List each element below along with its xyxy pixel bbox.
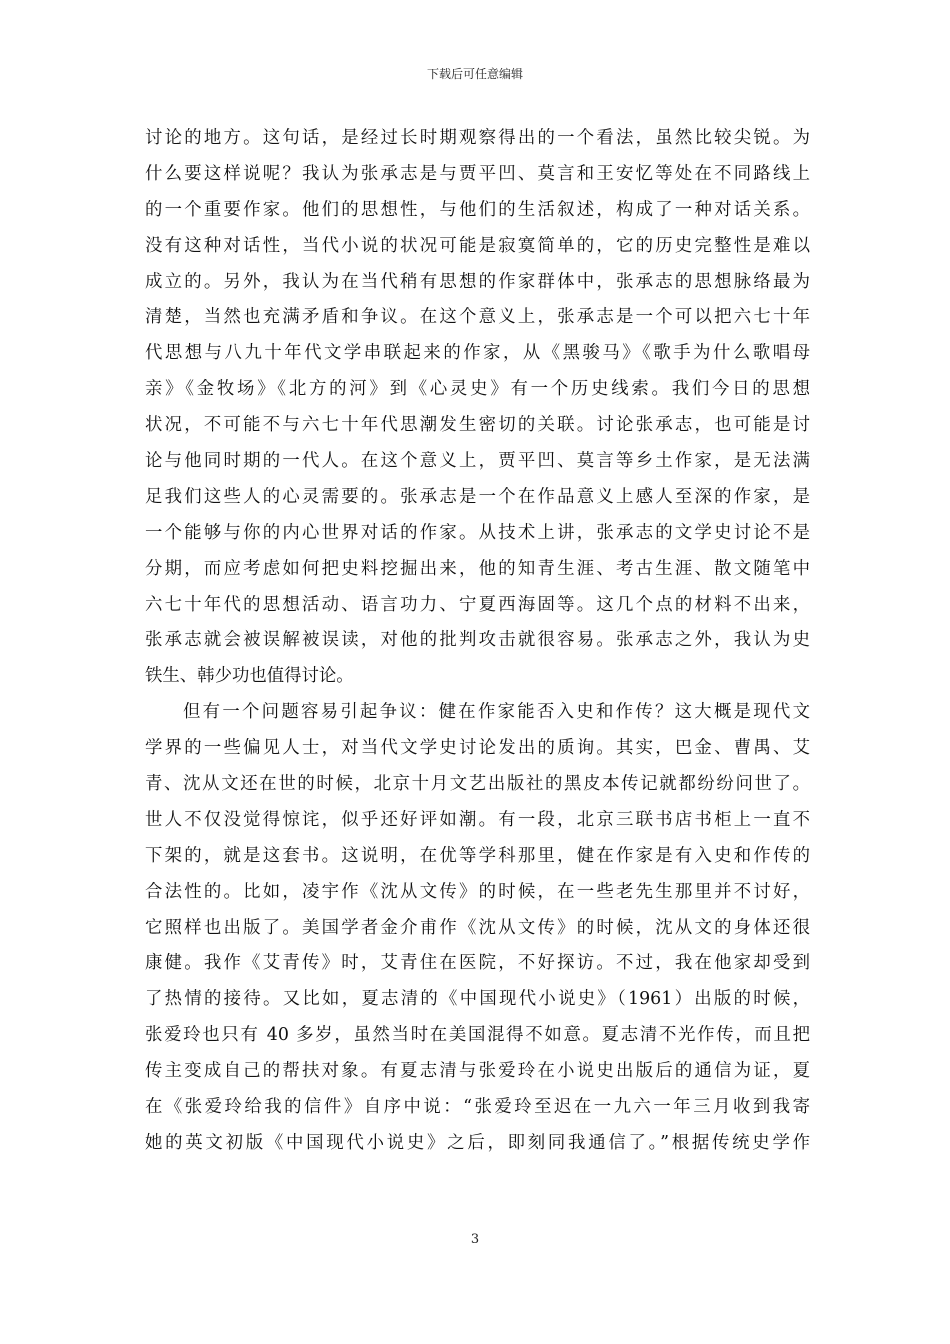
- text-line: 康健。我作《艾青传》时，艾青住在医院，不好探访。不过，我在他家却受到: [145, 953, 810, 974]
- text-line: 一个能够与你的内心世界对话的作家。从技术上讲，张承志的文学史讨论不是: [145, 522, 810, 543]
- text-line: 代思想与八九十年代文学串联起来的作家，从《黑骏马》《歌手为什么歌唱母: [145, 343, 810, 364]
- text-line: 传主变成自己的帮扶对象。有夏志清与张爱玲在小说史出版后的通信为证，夏: [145, 1061, 810, 1082]
- text-line: 成立的。另外，我认为在当代稍有思想的作家群体中，张承志的思想脉络最为: [145, 271, 810, 292]
- text-line: 六七十年代的思想活动、语言功力、宁夏西海固等。这几个点的材料不出来，: [145, 594, 810, 615]
- text-line: 在《张爱玲给我的信件》自序中说：“张爱玲至迟在一九六一年三月收到我寄: [145, 1097, 810, 1118]
- text-line: 足我们这些人的心灵需要的。张承志是一个在作品意义上感人至深的作家，是: [145, 486, 810, 507]
- paragraph-1: [145, 121, 810, 695]
- text-line: 铁生、韩少功也值得讨论。: [145, 666, 354, 687]
- text-line: 它照样也出版了。美国学者金介甫作《沈从文传》的时候，沈从文的身体还很: [145, 917, 810, 938]
- text-line: 什么要这样说呢？我认为张承志是与贾平凹、莫言和王安忆等处在不同路线上: [145, 163, 810, 184]
- text-line: 世人不仅没觉得惊诧，似乎还好评如潮。有一段，北京三联书店书柜上一直不: [145, 809, 810, 830]
- text-line: 青、沈从文还在世的时候，北京十月文艺出版社的黑皮本传记就都纷纷问世了。: [145, 774, 810, 795]
- text-line: 论与他同时期的一代人。在这个意义上，贾平凹、莫言等乡土作家，是无法满: [145, 451, 810, 472]
- document-body: [145, 121, 810, 1162]
- text-line: 但有一个问题容易引起争议：健在作家能否入史和作传？这大概是现代文: [183, 702, 810, 723]
- page-number: 3: [470, 1232, 480, 1247]
- text-line: 了热情的接待。又比如，夏志清的《中国现代小说史》（1961）出版的时候，: [145, 989, 810, 1010]
- text-line: 学界的一些偏见人士，对当代文学史讨论发出的质询。其实，巴金、曹禺、艾: [145, 738, 810, 759]
- text-line: 下架的，就是这套书。这说明，在优等学科那里，健在作家是有入史和作传的: [145, 845, 810, 866]
- text-line: 讨论的地方。这句话，是经过长时期观察得出的一个看法，虽然比较尖锐。为: [145, 128, 810, 148]
- text-line: 的一个重要作家。他们的思想性，与他们的生活叙述，构成了一种对话关系。: [145, 199, 810, 220]
- text-line: 亲》《金牧场》《北方的河》到《心灵史》有一个历史线索。我们今日的思想: [145, 379, 810, 400]
- text-line: 合法性的。比如，凌宇作《沈从文传》的时候，在一些老先生那里并不讨好，: [145, 881, 810, 902]
- page-header: 下载后可任意编辑: [426, 67, 523, 81]
- text-line: 张承志就会被误解被误读，对他的批判攻击就很容易。张承志之外，我认为史: [145, 630, 810, 651]
- text-line: 状况，不可能不与六七十年代思潮发生密切的关联。讨论张承志，也可能是讨: [145, 415, 810, 436]
- paragraph-2: [145, 695, 810, 1162]
- text-line: 分期，而应考虑如何把史料挖掘出来，他的知青生涯、考古生涯、散文随笔中: [145, 558, 810, 579]
- text-line: 没有这种对话性，当代小说的状况可能是寂寞简单的，它的历史完整性是难以: [145, 235, 810, 256]
- text-line: 她的英文初版《中国现代小说史》之后，即刻同我通信了。”根据传统史学作: [145, 1132, 810, 1153]
- text-line: 张爱玲也只有 40 多岁，虽然当时在美国混得不如意。夏志清不光作传，而且把: [145, 1025, 810, 1046]
- text-line: 清楚，当然也充满矛盾和争议。在这个意义上，张承志是一个可以把六七十年: [145, 307, 810, 328]
